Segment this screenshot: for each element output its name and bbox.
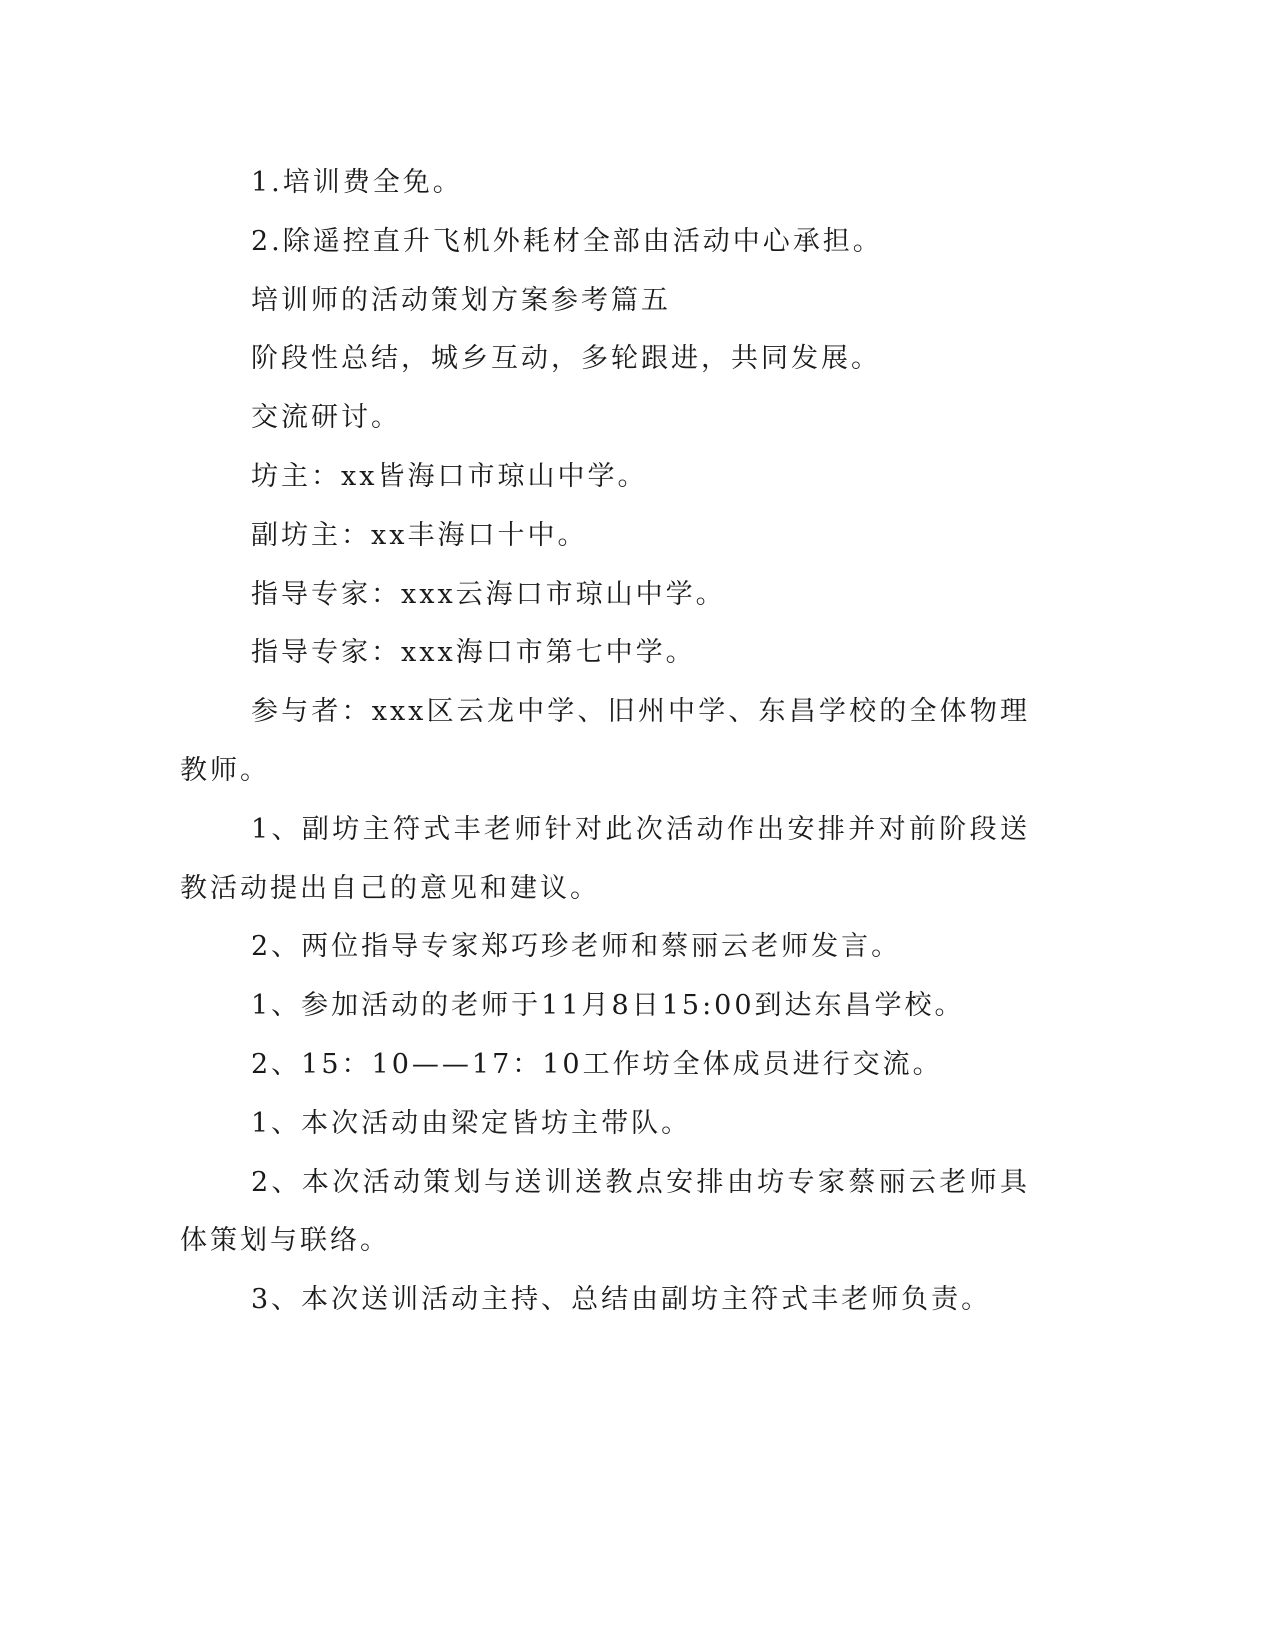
paragraph: 2、本次活动策划与送训送教点安排由坊专家蔡丽云老师具体策划与联络。: [180, 1166, 1030, 1257]
paragraph: 指导专家：xxx海口市第七中学。: [251, 637, 696, 669]
paragraph: 坊主：xx皆海口市琼山中学。: [251, 460, 648, 492]
section-heading: 培训师的活动策划方案参考篇五: [251, 284, 671, 316]
paragraph: 1.培训费全免。: [251, 167, 463, 198]
paragraph: 2、两位指导专家郑巧珍老师和蔡丽云老师发言。: [251, 931, 902, 963]
paragraph: 1、参加活动的老师于11月8日15:00到达东昌学校。: [251, 990, 965, 1022]
paragraph: 3、本次送训活动主持、总结由副坊主符式丰老师负责。: [251, 1284, 992, 1316]
paragraph: 1、副坊主符式丰老师针对此次活动作出安排并对前阶段送教活动提出自己的意见和建议。: [180, 813, 1030, 904]
paragraph: 2.除遥控直升飞机外耗材全部由活动中心承担。: [251, 225, 883, 257]
paragraph: 副坊主：xx丰海口十中。: [251, 519, 588, 551]
paragraph: 2、15：10——17：10工作坊全体成员进行交流。: [251, 1048, 943, 1080]
paragraph: 指导专家：xxx云海口市琼山中学。: [251, 578, 726, 610]
document-body: [180, 154, 1030, 1330]
paragraph: 1、本次活动由梁定皆坊主带队。: [251, 1107, 692, 1139]
paragraph: 阶段性总结，城乡互动，多轮跟进，共同发展。: [251, 343, 881, 375]
paragraph: 参与者：xxx区云龙中学、旧州中学、东昌学校的全体物理教师。: [180, 696, 1030, 786]
paragraph: 交流研讨。: [251, 402, 401, 434]
